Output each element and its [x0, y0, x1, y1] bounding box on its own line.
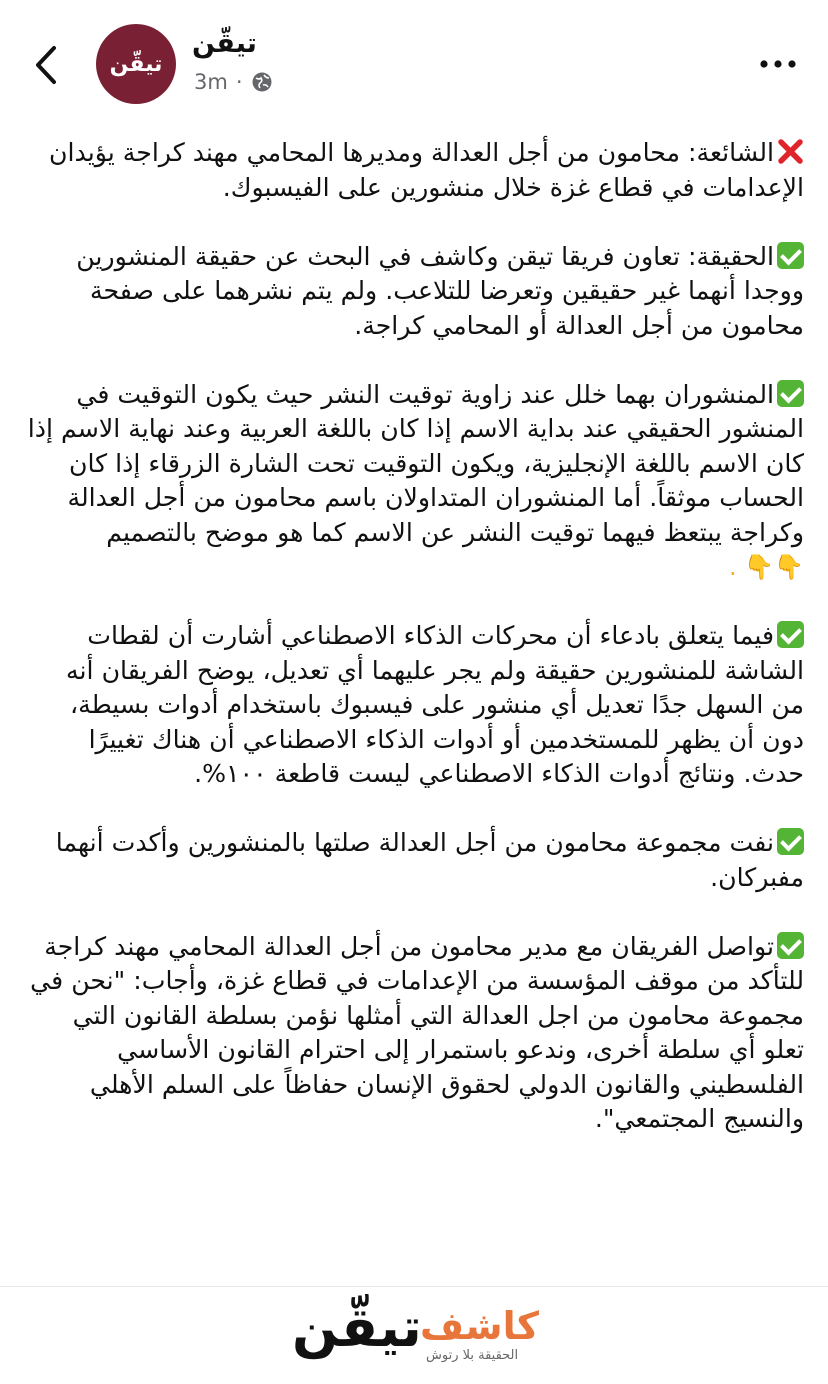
more-options-button[interactable]: [756, 52, 800, 76]
paragraph-text: الشائعة: محامون من أجل العدالة ومديرها المحامي مهند كراجة يؤيدان الإعدامات في قطاع غزة خلال منشورين على الفيسبوك.: [48, 138, 804, 202]
paragraph-text: الحقيقة: تعاون فريقا تيقن وكاشف في البحث عن حقيقة المنشورين ووجدا أنهما غير حقيقين وتعرضا للتلاعب. ولم يتم نشرهما على صفحة محامون من أجل العدالة أو المحامي كراجة.: [76, 241, 804, 340]
post-paragraph: [26, 240, 804, 344]
check-mark-icon: [777, 828, 804, 855]
post-paragraph: [26, 930, 804, 1137]
post-meta: [194, 70, 273, 94]
back-button[interactable]: [26, 40, 70, 90]
post-paragraph: [26, 136, 804, 205]
globe-icon: [251, 71, 273, 93]
kashif-tagline: الحقيقة بلا رتوش: [426, 1348, 519, 1363]
post-paragraph: [26, 378, 804, 585]
check-mark-icon: [777, 242, 804, 269]
divider: [0, 1286, 828, 1287]
cross-mark-icon: [777, 138, 804, 165]
check-mark-icon: [777, 932, 804, 959]
page-name[interactable]: تيقّن: [192, 28, 257, 59]
check-mark-icon: [777, 621, 804, 648]
chevron-left-icon: [26, 40, 70, 90]
post-time[interactable]: 3m: [194, 70, 228, 94]
paragraph-text: فيما يتعلق بادعاء أن محركات الذكاء الاصطناعي أشارت أن لقطات الشاشة للمنشورين حقيقة ولم يجر عليهما أي تعديل، يوضح الفريقان أنه من السهل جدًا تعديل أي منشور على فيسبوك باستخدام أدوات بسيطة، دون أن يظهر للمستخدمين أو أدوات الذكاء الاصطناعي أن هناك تغييرًا حدث. ونتائج أدوات الذكاء الاصطناعي ليست قاطعة ١٠٠%.: [66, 621, 804, 788]
footer-logos: [0, 1290, 828, 1384]
ellipsis-icon: [756, 52, 800, 76]
post-paragraph: [26, 619, 804, 792]
paragraph-text: نفت مجموعة محامون من أجل العدالة صلتها بالمنشورين وأكدت أنهما مفبركان.: [55, 828, 804, 892]
kashif-logo: كاشف: [420, 1304, 539, 1348]
post-paragraph: [26, 826, 804, 895]
avatar-label: تيقّن: [109, 51, 163, 77]
paragraph-text: المنشوران بهما خلل عند زاوية توقيت النشر حيث يكون التوقيت في المنشور الحقيقي عند بداية الاسم إذا كان باللغة العربية وعند نهاية الاسم إذا كان الاسم باللغة الإنجليزية، ويكون التوقيت تحت الشارة الزرقاء إذا كان الحساب موثقاً. أما المنشوران المتداولان باسم محامون من أجل العدالة وكراجة يبتعظ فيهما توقيت النشر عن الاسم كما هو موضح بالتصميم: [27, 379, 804, 547]
post-body: [26, 136, 804, 1171]
meta-separator: ·: [235, 70, 243, 94]
tiqn-logo: تيقّن: [292, 1296, 422, 1359]
check-mark-icon: [777, 380, 804, 407]
paragraph-text: تواصل الفريقان مع مدير محامون من أجل العدالة المحامي مهند كراجة للتأكد من موقف المؤسسة من الإعدامات في قطاع غزة، وأجاب: "نحن في مجموعة محامون من اجل العدالة التي أمثلها نؤمن بسلطة القانون التي تعلو أي سلطة أخرى، وندعو باستمرار إلى احترام القانون الأساسي الفلسطيني والقانون الدولي لحقوق الإنسان حفاظاً على السلم الأهلي والنسيج المجتمعي".: [30, 931, 804, 1133]
post-header: [0, 0, 828, 120]
avatar[interactable]: [96, 24, 176, 104]
pointing-down-icon: 👇👇 .: [728, 553, 804, 581]
